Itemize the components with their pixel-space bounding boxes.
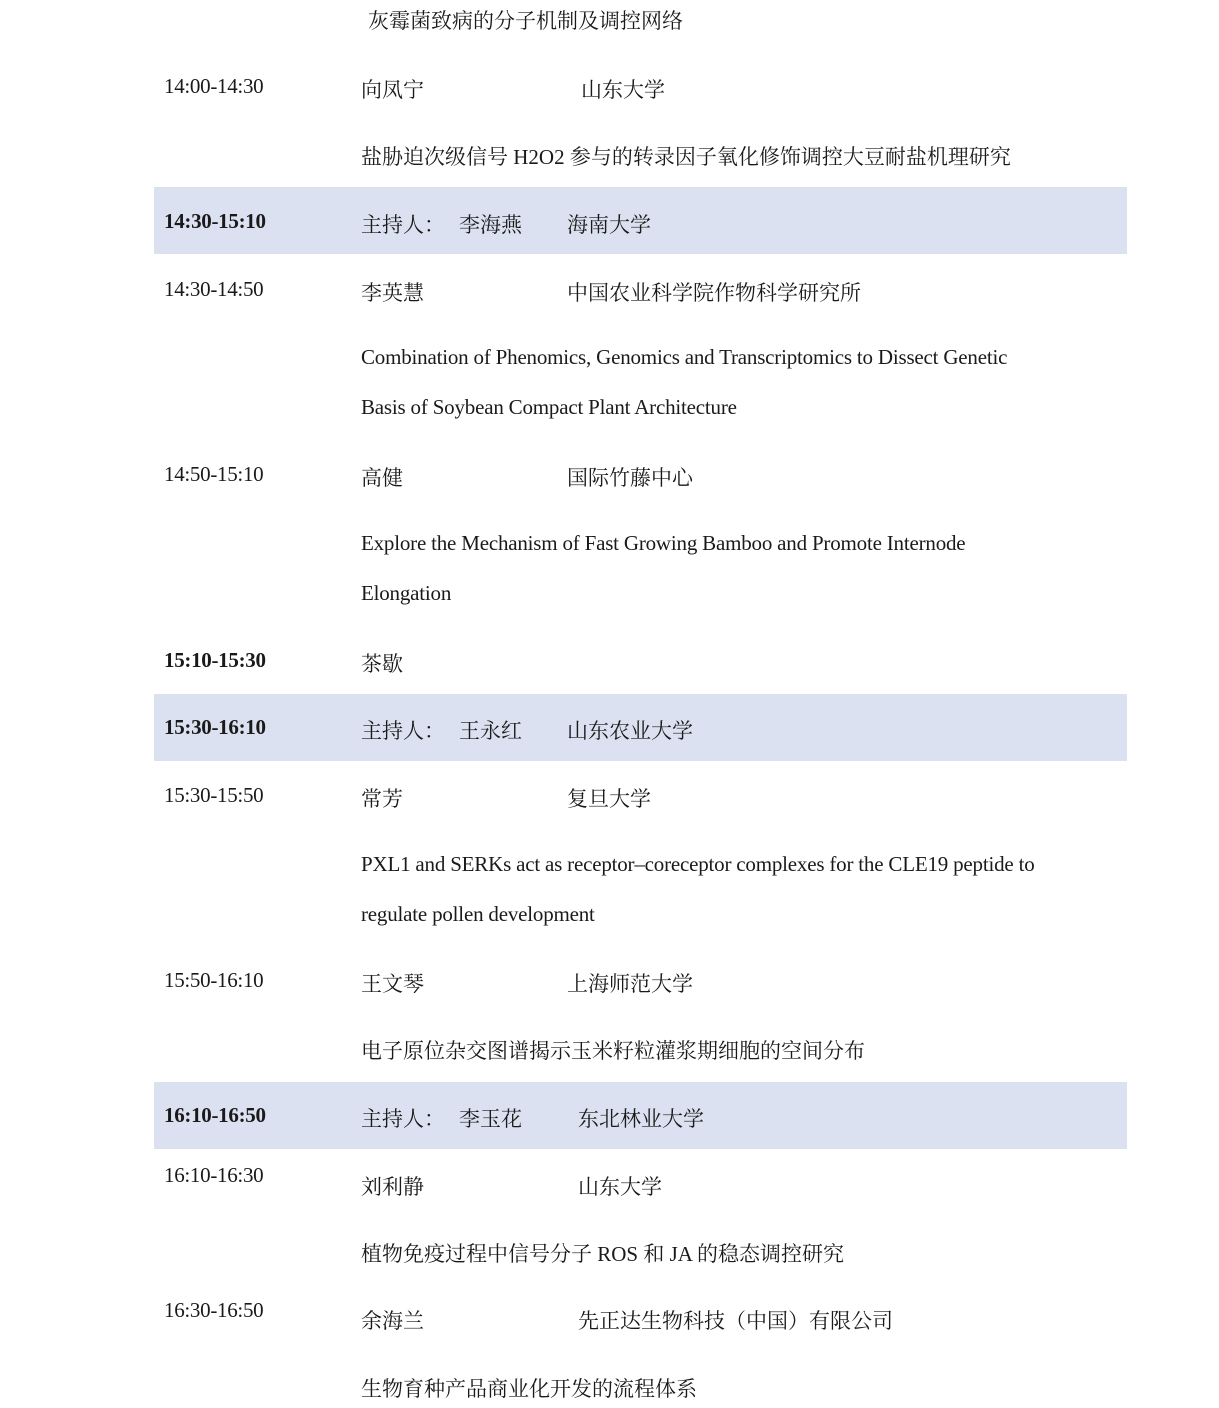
session-time: 15:30-16:10: [164, 715, 266, 739]
host-label: 主持人：: [361, 213, 445, 237]
speaker-institution: 先正达生物科技（中国）有限公司: [578, 1309, 893, 1333]
talk-title-continued: 灰霉菌致病的分子机制及调控网络: [368, 9, 683, 33]
speaker-name: 向凤宁: [361, 78, 424, 102]
session-time: 16:10-16:50: [164, 1103, 266, 1127]
host-institution: 东北林业大学: [578, 1107, 704, 1131]
talk-title: 生物育种产品商业化开发的流程体系: [361, 1377, 697, 1401]
talk-title-line-1: PXL1 and SERKs act as receptor–coreceptor complexes for the CLE19 peptide to: [361, 852, 1035, 876]
host-institution: 海南大学: [567, 213, 651, 237]
speaker-name: 王文琴: [361, 972, 424, 996]
talk-title-line-1: Combination of Phenomics, Genomics and Transcriptomics to Dissect Genetic: [361, 345, 1008, 369]
speaker-institution: 国际竹藤中心: [567, 466, 693, 490]
speaker-name: 高健: [361, 466, 403, 490]
talk-title-line-2: Basis of Soybean Compact Plant Architecture: [361, 395, 737, 419]
speaker-name: 常芳: [361, 787, 403, 811]
host-name: 王永红: [459, 719, 522, 743]
break-label: 茶歇: [361, 652, 403, 676]
talk-time: 15:30-15:50: [164, 783, 264, 807]
host-name: 李海燕: [459, 213, 522, 237]
talk-title-line-2: Elongation: [361, 581, 452, 605]
talk-title: 电子原位杂交图谱揭示玉米籽粒灌浆期细胞的空间分布: [361, 1039, 865, 1063]
speaker-institution: 山东大学: [581, 78, 665, 102]
session-time: 14:30-15:10: [164, 209, 266, 233]
talk-time: 14:50-15:10: [164, 462, 264, 486]
talk-title: 植物免疫过程中信号分子 ROS 和 JA 的稳态调控研究: [361, 1242, 845, 1266]
host-name: 李玉花: [459, 1107, 522, 1131]
talk-title-line-1: Explore the Mechanism of Fast Growing Bamboo and Promote Internode: [361, 531, 966, 555]
host-institution: 山东农业大学: [567, 719, 693, 743]
talk-time: 14:30-14:50: [164, 277, 264, 301]
speaker-name: 余海兰: [361, 1309, 424, 1333]
talk-time: 16:10-16:30: [164, 1163, 264, 1187]
host-label: 主持人：: [361, 719, 445, 743]
talk-title: 盐胁迫次级信号 H2O2 参与的转录因子氧化修饰调控大豆耐盐机理研究: [361, 145, 1011, 169]
talk-title-line-2: regulate pollen development: [361, 902, 595, 926]
talk-time: 15:50-16:10: [164, 968, 264, 992]
talk-time: 16:30-16:50: [164, 1298, 264, 1322]
host-label: 主持人：: [361, 1107, 445, 1131]
speaker-name: 刘利静: [361, 1175, 424, 1199]
talk-time: 14:00-14:30: [164, 74, 264, 98]
break-time: 15:10-15:30: [164, 648, 266, 672]
speaker-institution: 复旦大学: [567, 787, 651, 811]
speaker-institution: 中国农业科学院作物科学研究所: [567, 281, 861, 305]
speaker-name: 李英慧: [361, 281, 424, 305]
speaker-institution: 上海师范大学: [567, 972, 693, 996]
speaker-institution: 山东大学: [578, 1175, 662, 1199]
